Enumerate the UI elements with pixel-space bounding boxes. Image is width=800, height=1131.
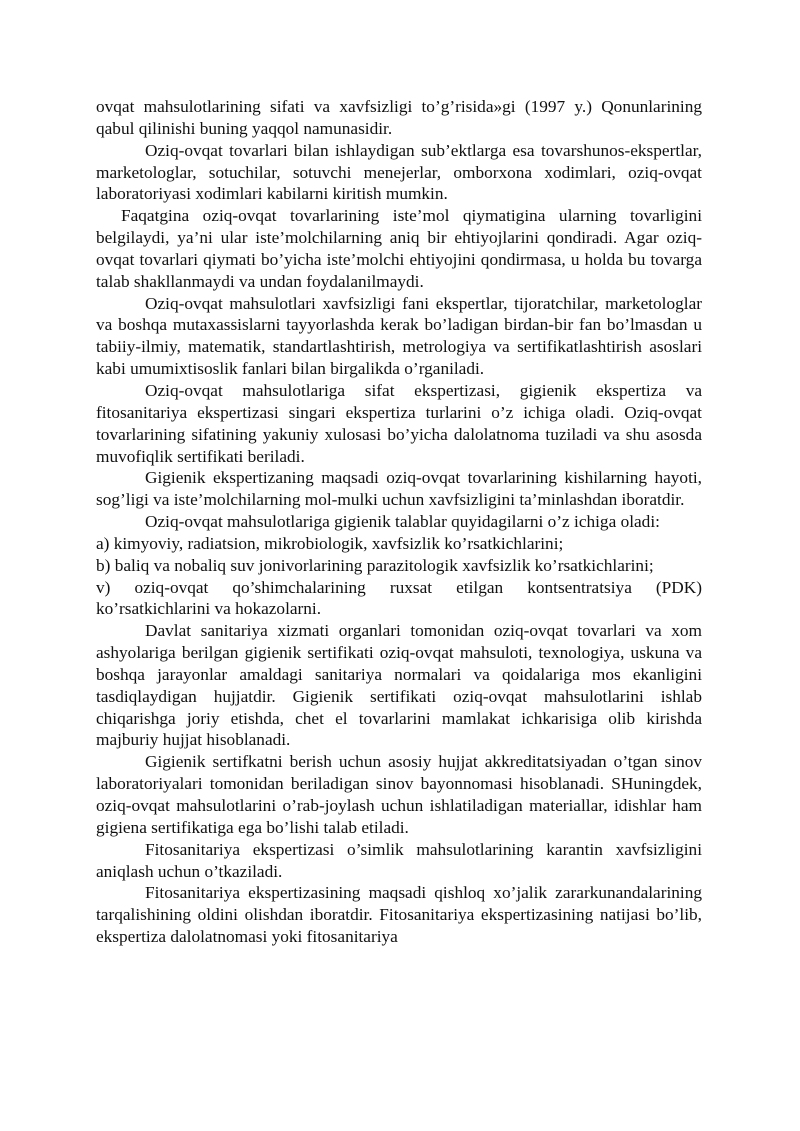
paragraph: ovqat mahsulotlarining sifati va xavfsizligi to’g’risida»gi (1997 y.) Qonunlarining qabul qilinishi buning yaqqol namunasidir. — [96, 97, 702, 138]
list-item: v) oziq-ovqat qo’shimchalarining ruxsat etilgan kontsentratsiya (PDK) ko’rsatkichlarini va hokazolarni. — [96, 577, 702, 619]
paragraph: Fitosanitariya ekspertizasining maqsadi qishloq xo’jalik zararkunandalarining tarqalishining oldini olishdan iboratdir. Fitosanitariya ekspertizasining natijasi bo’lib, ekspertiza dalolatnomasi yoki fitosanitariya — [96, 883, 702, 947]
paragraph: Davlat sanitariya xizmati organlari tomonidan oziq-ovqat tovarlari va xom ashyolariga berilgan gigienik sertifikati oziq-ovqat mahsuloti, texnologiya, uskuna va boshqa jarayonlar amaldagi sanitariya normalari va qoidalariga mos ekanligini tasdiqlaydigan hujjatdir. Gigienik sertifikati oziq-ovqat mahsulotlarini ishlab chiqarishga joriy etishda, chet el tovarlarini mamlakat ichkarisiga olib kirishda majburiy hujjat hisoblanadi. — [96, 621, 702, 750]
list-item: a) kimyoviy, radiatsion, mikrobiologik, xavfsizlik ko’rsatkichlarini; — [96, 533, 564, 553]
paragraph: Oziq-ovqat mahsulotlariga gigienik talablar quyidagilarni o’z ichiga oladi: — [145, 512, 660, 532]
paragraph: Faqatgina oziq-ovqat tovarlarining iste’mol qiymatigina ularning tovarligini belgilaydi, ya’ni ular iste’molchilarning aniq bir ehtiyojlarini qondiradi. Agar oziq-ovqat tovarlari qiymati bo’yicha iste’molchi ehtiyojini qondirmasa, u holda bu tovarga talab shakllanmaydi va undan foydalanilmaydi. — [96, 206, 702, 291]
paragraph: Gigienik ekspertizaning maqsadi oziq-ovqat tovarlarining kishilarning hayoti, sog’ligi va iste’molchilarning mol-mulki uchun xavfsizligini ta’minlashdan iboratdir. — [96, 468, 702, 510]
list-item: b) baliq va nobaliq suv jonivorlarining parazitologik xavfsizlik ko’rsatkichlarini; — [96, 555, 654, 575]
paragraph: Oziq-ovqat tovarlari bilan ishlaydigan sub’ektlarga esa tovarshunos-ekspertlar, marketologlar, sotuchilar, sotuvchi menejerlar, omborxona xodimlari, oziq-ovqat laboratoriyasi xodimlari kabilarni kiritish mumkin. — [96, 140, 702, 204]
paragraph: Oziq-ovqat mahsulotlariga sifat ekspertizasi, gigienik ekspertiza va fitosanitariya ekspertizasi singari ekspertiza turlarini o’z ichiga oladi. Oziq-ovqat tovarlarining sifatining yakuniy xulosasi bo’yicha dalolatnoma tuziladi va shu asosda muvofiqlik sertifikati beriladi. — [96, 380, 702, 466]
document-body — [96, 96, 702, 948]
paragraph: Gigienik sertifkatni berish uchun asosiy hujjat akkreditatsiyadan o’tgan sinov laboratoriyalari tomonidan beriladigan sinov bayonnomasi hisoblanadi. SHuningdek, oziq-ovqat mahsulotlarini o’rab-joylash uchun ishlatiladigan materiallar, idishlar ham gigiena sertifikatiga ega bo’lishi talab etiladi. — [96, 752, 702, 837]
paragraph: Oziq-ovqat mahsulotlari xavfsizligi fani ekspertlar, tijoratchilar, marketologlar va boshqa mutaxassislarni tayyorlashda kerak bo’ladigan birdan-bir fan bo’lmasdan u tabiiy-ilmiy, matematik, standartlashtirish, metrologiya va sertifikatlashtirish asoslari kabi umumixtisoslik fanlari bilan birgalikda o’rganiladi. — [96, 293, 702, 379]
paragraph: Fitosanitariya ekspertizasi o’simlik mahsulotlarining karantin xavfsizligini aniqlash uchun o’tkaziladi. — [96, 839, 702, 881]
